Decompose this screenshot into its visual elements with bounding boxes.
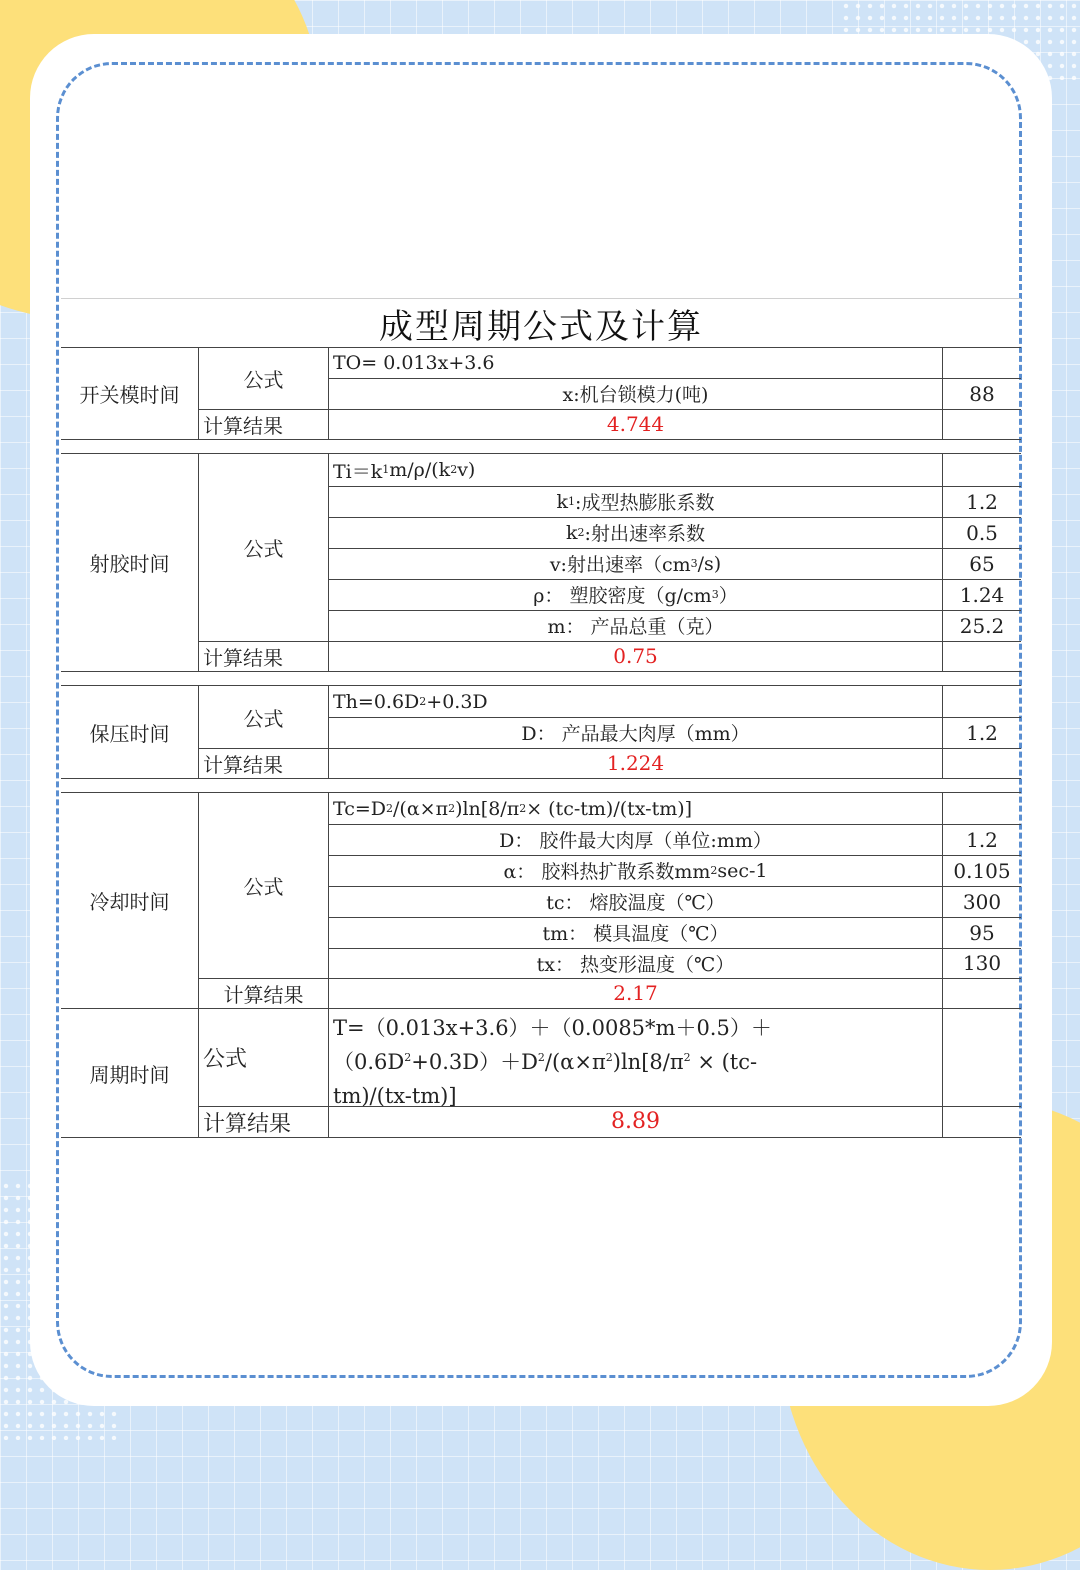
param-value: 25.2 [959, 613, 1005, 638]
param-row [329, 517, 1021, 549]
separator-row [61, 672, 1021, 686]
empty-cell [943, 793, 1021, 824]
separator-row [61, 779, 1021, 793]
param-row [329, 917, 1021, 949]
param-value: 0.5 [966, 520, 998, 545]
result-label: 计算结果 [199, 409, 329, 439]
param-value: 1.2 [966, 827, 998, 852]
param-value: 1.2 [966, 489, 998, 514]
formula-row [329, 686, 1021, 718]
param-text: tc： 熔胶温度（℃） [329, 886, 943, 917]
result-value: 4.744 [329, 409, 943, 439]
param-row [329, 886, 1021, 918]
param-value: 1.24 [959, 582, 1005, 607]
section-name: 保压时间 [61, 686, 199, 778]
param-value: 0.105 [953, 858, 1011, 883]
formula-label: 公式 [199, 454, 329, 641]
param-value: 65 [969, 551, 995, 576]
result-label: 计算结果 [199, 748, 329, 778]
param-text: tm： 模具温度（℃） [329, 917, 943, 948]
section-injection-time [61, 454, 1021, 672]
section-name: 射胶时间 [61, 454, 199, 671]
formula-line-2: $(0.6D^2+0.3D)+D^2/(\alpha\times\pi^2)\ln[8/\pi^2 \times (tc-$ [333, 1050, 758, 1074]
result-row [329, 409, 1021, 439]
param-row [329, 579, 1021, 611]
param-value: 1.2 [966, 720, 998, 745]
param-value: 130 [962, 951, 1002, 975]
separator-row [61, 440, 1021, 454]
formula-text: TO= 0.013x+3.6 [329, 348, 943, 378]
formula-text: Th=0.6D 2 +0.3D [329, 686, 943, 717]
result-row [329, 748, 1021, 778]
param-row [329, 855, 1021, 887]
param-row [329, 717, 1021, 749]
result-value: 1.224 [329, 748, 943, 778]
param-text: x:机台锁模力(吨) [329, 378, 943, 409]
result-row [329, 641, 1021, 671]
result-label: 计算结果 [199, 641, 329, 671]
param-value: 95 [969, 920, 995, 945]
param-row [329, 610, 1021, 642]
section-mold-open-close [61, 348, 1021, 440]
param-text: D： 胶件最大肉厚（单位:mm） [329, 824, 943, 855]
formula-line-3: tm)/(tx-tm)] [333, 1084, 457, 1108]
empty-cell [943, 748, 1021, 778]
formula-label: 公式 [199, 686, 329, 748]
section-holding-time [61, 686, 1021, 779]
param-row [329, 486, 1021, 518]
param-row [329, 824, 1021, 856]
empty-cell [943, 409, 1021, 439]
empty-cell [943, 348, 1021, 378]
param-row [329, 548, 1021, 580]
param-text: m： 产品总重（克） [329, 610, 943, 641]
empty-cell [943, 454, 1021, 486]
section-cooling-time [61, 793, 1021, 1009]
param-row [329, 948, 1021, 979]
section-name: 周期时间 [61, 1009, 199, 1137]
formula-row [329, 1009, 1021, 1107]
result-label: 计算结果 [199, 978, 329, 1008]
section-name: 开关模时间 [61, 348, 199, 439]
formula-row [329, 793, 1021, 825]
result-value: 2.17 [329, 978, 943, 1008]
section-cycle-time [61, 1009, 1021, 1138]
formula-text: Ti＝k 1 m/ρ/(k 2 v) [329, 454, 943, 486]
spreadsheet [61, 298, 1021, 1138]
formula-label: 公式 [199, 793, 329, 978]
empty-cell [943, 1106, 1021, 1137]
param-row [329, 378, 1021, 410]
empty-cell [943, 978, 1021, 1008]
param-text: ρ： 塑胶密度（g/cm 3 ） [329, 579, 943, 610]
formula-label: 公式 [199, 348, 329, 409]
sheet-title: 成型周期公式及计算 [61, 298, 1021, 348]
formula-row [329, 454, 1021, 487]
param-text: D： 产品最大肉厚（mm） [329, 717, 943, 748]
empty-cell [943, 641, 1021, 671]
result-label: 计算结果 [199, 1106, 329, 1137]
param-value: 88 [969, 381, 995, 406]
param-text: k 2 :射出速率系数 [329, 517, 943, 548]
section-name: 冷却时间 [61, 793, 199, 1008]
result-row [329, 978, 1021, 1008]
param-text: tx： 热变形温度（℃） [329, 948, 943, 978]
formula-text [329, 1009, 943, 1106]
formula-text: Tc=D 2 /(α×π 2 )ln[8/π 2 × (tc-tm)/(tx-tm)] [329, 793, 943, 824]
formula-line-1: T=（0.013x+3.6）＋（0.0085*m＋0.5）＋ [333, 1016, 772, 1040]
empty-cell [943, 1009, 1021, 1106]
param-value: 300 [962, 889, 1002, 914]
result-value: 0.75 [329, 641, 943, 671]
param-text: k 1 :成型热膨胀系数 [329, 486, 943, 517]
param-text: v:射出速率（cm 3 /s) [329, 548, 943, 579]
param-text: α： 胶料热扩散系数mm 2 sec-1 [329, 855, 943, 886]
empty-cell [943, 686, 1021, 717]
formula-label: 公式 [199, 1009, 329, 1106]
formula-row [329, 348, 1021, 379]
result-value: 8.89 [329, 1106, 943, 1137]
result-row [329, 1106, 1021, 1137]
